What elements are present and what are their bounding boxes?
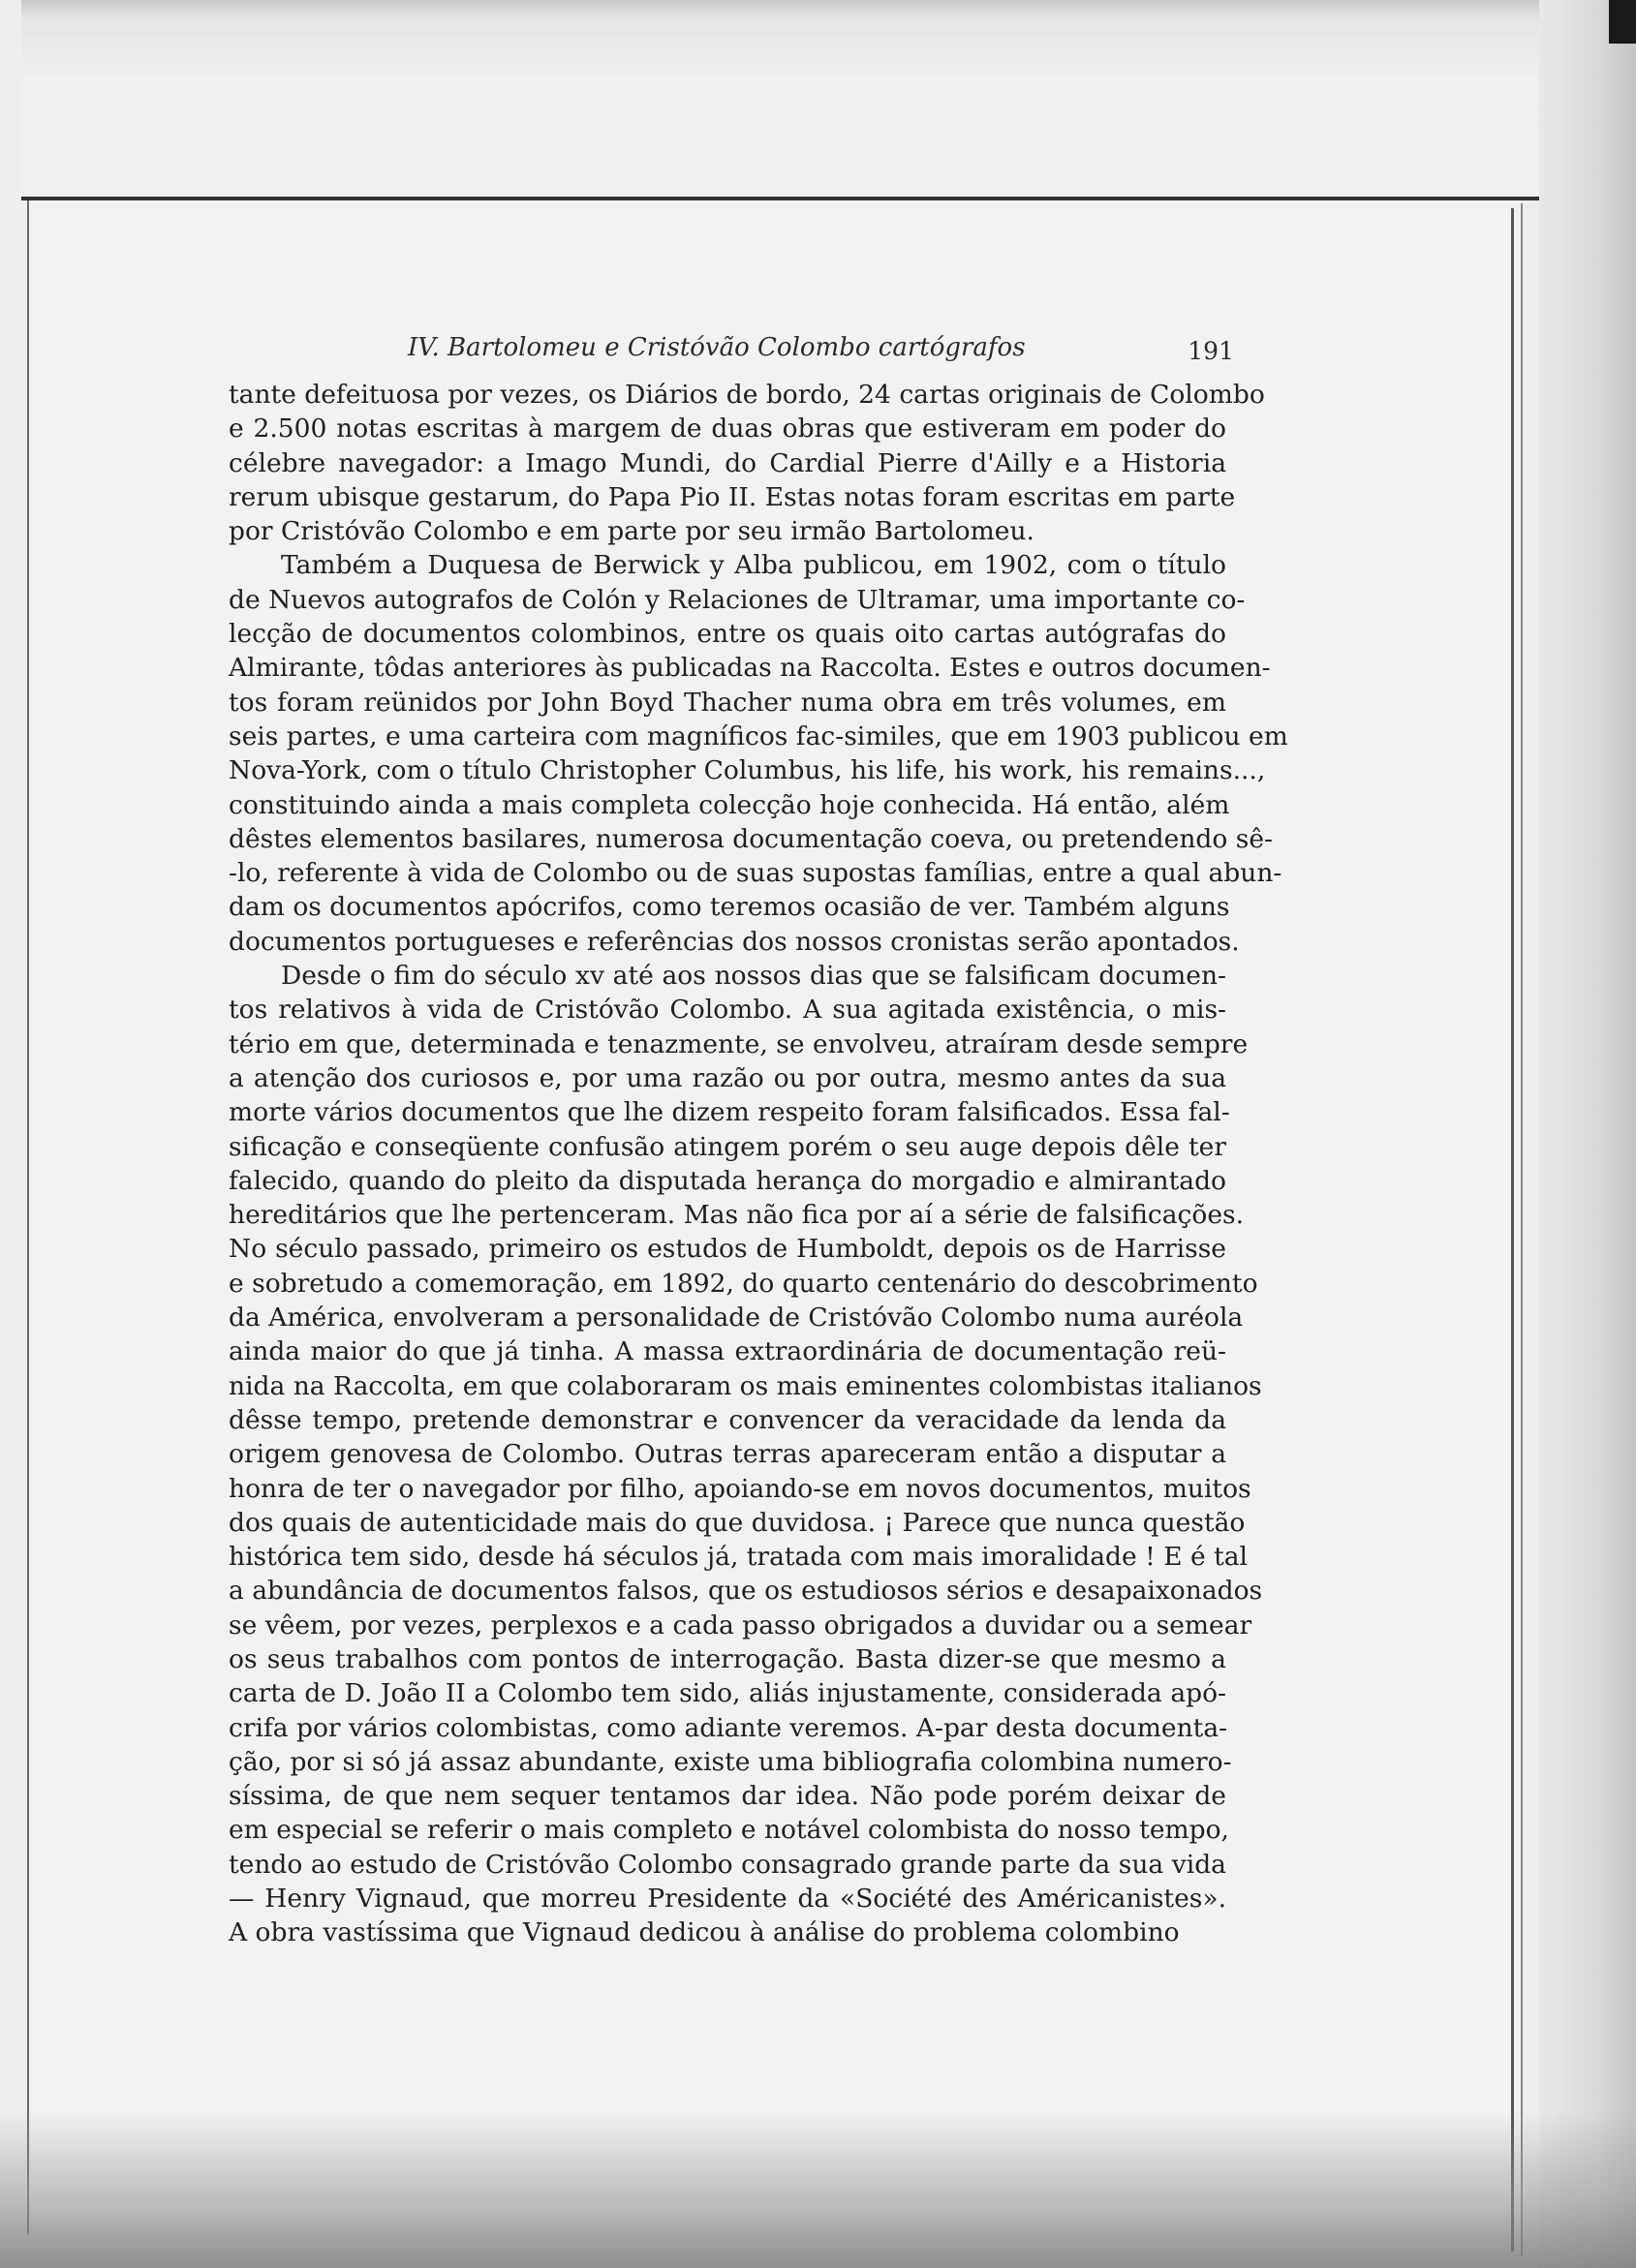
text-line: constituindo ainda a mais completa colecção hoje conhecida. Há então, além: [229, 789, 1230, 820]
text-line: célebre navegador: a Imago Mundi, do Cardial Pierre d'Ailly e a Historia: [229, 447, 1226, 478]
text-line: nida na Raccolta, em que colaboraram os mais eminentes colombistas italianos: [229, 1370, 1262, 1401]
page-edge-line: [1521, 203, 1523, 2256]
text-line: a abundância de documentos falsos, que os estudiosos sérios e desapaixonados: [229, 1576, 1263, 1607]
text-line: documentos portugueses e referências dos nossos cronistas serão apontados.: [229, 926, 1240, 957]
right-binding-shadow: [1539, 0, 1636, 2268]
text-line: ção, por si só já assaz abundante, existe uma bibliografia colombina numero-: [229, 1746, 1232, 1777]
paragraph: [229, 548, 1288, 959]
text-line: rerum ubisque gestarum, do Papa Pio II. Estas notas foram escritas em parte: [229, 481, 1236, 512]
text-line: dam os documentos apócrifos, como teremos ocasião de ver. Também alguns: [229, 892, 1230, 923]
text-line: tendo ao estudo de Cristóvão Colombo consagrado grande parte da sua vida: [229, 1849, 1226, 1880]
text-line: síssima, de que nem sequer tentamos dar idea. Não pode porém deixar de: [229, 1781, 1226, 1812]
text-line: Desde o fim do século xv até aos nossos dias que se falsificam documen-: [281, 961, 1226, 992]
paragraph: [229, 959, 1263, 1950]
text-line: A obra vastíssima que Vignaud dedicou à análise do problema colombino: [229, 1917, 1180, 1948]
text-line: No século passado, primeiro os estudos de Humboldt, depois os de Harrisse: [229, 1234, 1226, 1265]
text-line: dos quais de autenticidade mais do que duvidosa. ¡ Parece que nunca questão: [229, 1507, 1246, 1538]
text-line: honra de ter o navegador por filho, apoiando-se em novos documentos, muitos: [229, 1473, 1251, 1504]
text-line: a atenção dos curiosos e, por uma razão ou por outra, mesmo antes da sua: [229, 1062, 1226, 1093]
page-text-block: [229, 329, 1288, 1950]
text-line: da América, envolveram a personalidade de Cristóvão Colombo numa auréola: [229, 1303, 1244, 1333]
text-line: tos foram reünidos por John Boyd Thacher numa obra em três volumes, em: [229, 687, 1226, 718]
running-head: [229, 329, 1234, 378]
text-line: ainda maior do que já tinha. A massa extraordinária de documentação reü-: [229, 1336, 1226, 1367]
previous-page-strip: [21, 0, 1542, 200]
text-line: tério em que, determinada e tenazmente, se envolveu, atraíram desde sempre: [229, 1028, 1249, 1059]
text-line: Almirante, tôdas anteriores às publicadas na Raccolta. Estes e outros documen-: [229, 653, 1271, 684]
text-line: de Nuevos autografos de Colón y Relaciones de Ultramar, uma importante co-: [229, 584, 1246, 615]
text-line: morte vários documentos que lhe dizem respeito foram falsificados. Essa fal-: [229, 1097, 1230, 1128]
page-number: 191: [1188, 337, 1234, 365]
text-line: Também a Duquesa de Berwick y Alba publicou, em 1902, com o título: [281, 550, 1226, 581]
text-line: histórica tem sido, desde há séculos já, tratada com mais imoralidade ! E é tal: [229, 1542, 1248, 1573]
text-line: carta de D. João II a Colombo tem sido, aliás injustamente, considerada apó-: [229, 1678, 1226, 1709]
text-line: se vêem, por vezes, perplexos e a cada passo obrigados a duvidar ou a semear: [229, 1609, 1252, 1640]
text-line: tante defeituosa por vezes, os Diários de bordo, 24 cartas originais de Colombo: [229, 380, 1265, 410]
text-line: em especial se referir o mais completo e notável colombista do nosso tempo,: [229, 1815, 1229, 1846]
text-line: tos relativos à vida de Cristóvão Colombo. A sua agitada existência, o mis-: [229, 995, 1226, 1026]
running-title: IV. Bartolomeu e Cristóvão Colombo cartógrafos: [408, 333, 1026, 362]
text-line: crifa por vários colombistas, como adiante veremos. A-par desta documenta-: [229, 1712, 1228, 1743]
text-line: sificação e conseqüente confusão atingem porém o seu auge depois dêle ter: [229, 1131, 1226, 1162]
text-line: dêstes elementos basilares, numerosa documentação coeva, ou pretendendo sê-: [229, 823, 1273, 854]
text-line: lecção de documentos colombinos, entre os quais oito cartas autógrafas do: [229, 619, 1226, 650]
text-line: hereditários que lhe pertenceram. Mas não fica por aí a série de falsificações.: [229, 1200, 1245, 1231]
bottom-scan-shadow: [0, 2111, 1636, 2268]
text-line: por Cristóvão Colombo e em parte por seu irmão Bartolomeu.: [229, 516, 1034, 547]
text-line: origem genovesa de Colombo. Outras terras apareceram então a disputar a: [229, 1439, 1226, 1470]
body-text: [229, 378, 1288, 1950]
text-line: seis partes, e uma carteira com magníficos fac-similes, que em 1903 publicou em: [229, 720, 1288, 751]
text-line: Nova-York, com o título Christopher Columbus, his life, his work, his remains...,: [229, 755, 1266, 786]
paragraph: [229, 378, 1265, 548]
text-line: dêsse tempo, pretende demonstrar e convencer da veracidade da lenda da: [229, 1404, 1226, 1435]
text-line: e sobretudo a comemoração, em 1892, do quarto centenário do descobrimento: [229, 1268, 1258, 1299]
page-edge-line: [1511, 208, 1514, 2252]
text-line: falecido, quando do pleito da disputada herança do morgadio e almirantado: [229, 1165, 1226, 1196]
text-line: e 2.500 notas escritas à margem de duas obras que estiveram em poder do: [229, 414, 1226, 444]
text-line: os seus trabalhos com pontos de interrogação. Basta dizer-se que mesmo a: [229, 1643, 1226, 1674]
corner-shadow: [1609, 0, 1636, 44]
text-line: — Henry Vignaud, que morreu Presidente da «Société des Américanistes».: [229, 1884, 1226, 1915]
text-line: -lo, referente à vida de Colombo ou de suas supostas famílias, entre a qual abun-: [229, 858, 1282, 889]
